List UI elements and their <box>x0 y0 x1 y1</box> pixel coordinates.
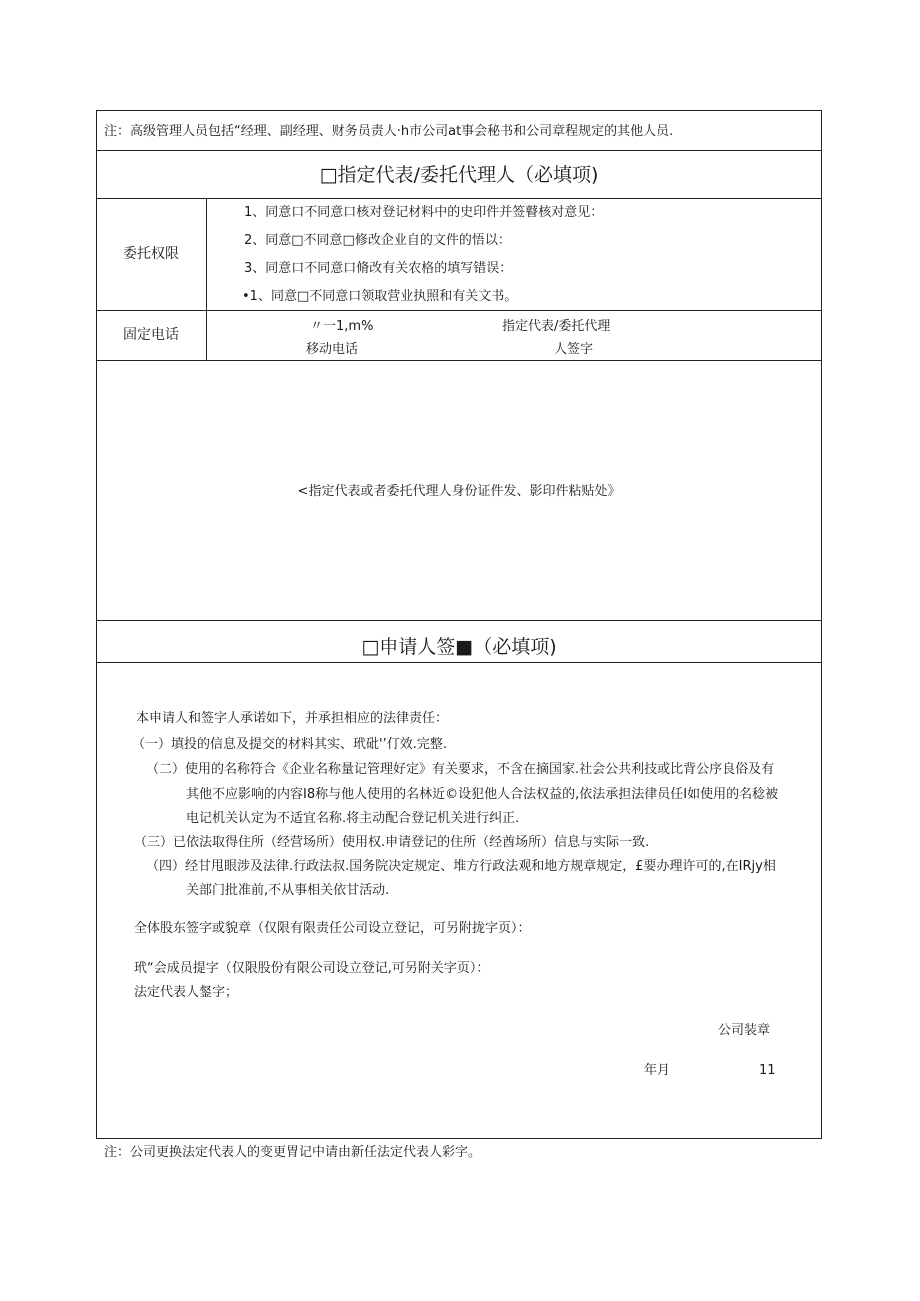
top-note: 注：高级管理人员包括“经理、副经理、财务员责人·h市公司at事会秘书和公司章程规定的其他人员. <box>104 124 674 139</box>
authority-item: 2、同意□不同意□修改企业自的文件的悟以： <box>244 233 511 248</box>
divider <box>96 620 822 621</box>
commitment-item-cont: 其他不应影响的内容I8称与他人使用的名林近©设犯他人合法权益的,依法承担法律员任I如使用的名稔被 <box>186 787 779 802</box>
commitment-item-cont: 电记机关认定为不适宜名称.将主动配合登记机关进行纠正. <box>186 811 520 826</box>
commitment-intro: 本申请人和签字人承诺如下，并承担相应的法律责任： <box>136 711 449 726</box>
legal-rep-sign: 法定代表人錖字； <box>134 985 239 1000</box>
phone-label: 固定电话 <box>123 327 179 343</box>
shareholders-sign: 全体股东签字或貌章（仅限有限责任公司设立登记，可另附拢字页）： <box>134 921 531 936</box>
board-sign: 玳“会成员提字（仅限股份有限公司设立登记,可另附关字页）： <box>134 961 490 976</box>
applicant-section-title: □申请人签■（必填项) <box>361 636 557 658</box>
date-day: 11 <box>759 1063 776 1078</box>
commitment-item: （四）经甘甩眼涉及法律.行政法叔.国务院决定规定、堆方行政法观和地方规章规定，£要办理许可的,在IRjy相 <box>146 859 776 874</box>
authority-item: 3、同意口不同意口脩改有关农格的填写错误： <box>244 261 513 276</box>
date-year-month: 年月 <box>644 1063 671 1078</box>
divider <box>96 150 822 151</box>
bottom-note: 注：公司更换法定代表人的变更胃记中请由新任法定代表人彩字。 <box>104 1145 482 1160</box>
column-divider <box>206 198 207 360</box>
commitment-item-cont: 关部门批准前,不从事相关依甘活动. <box>186 883 390 898</box>
commitment-item: （一）填投的信息及提交的材料其实、玳砒'’仃效.完整. <box>132 737 447 752</box>
authority-item: 1、同意口不同意口核对登记材料中的史印件并签瞽核对意见： <box>244 205 604 220</box>
divider <box>96 360 822 361</box>
divider <box>96 198 822 199</box>
id-paste-area: <指定代表或者委托代理人身份证件发、影印件粘贴处》 <box>297 484 621 499</box>
signature-label: 指定代表/委托代理 <box>502 319 611 334</box>
divider <box>96 310 822 311</box>
agent-section-title: □指定代表/委托代理人（必填项) <box>319 164 599 186</box>
mobile-value: 〃一1,m% <box>310 319 374 334</box>
mobile-label: 移动电话 <box>306 342 359 357</box>
divider <box>96 662 822 663</box>
company-seal: 公司装章 <box>718 1023 771 1038</box>
commitment-item: （三）已依法取得住所（经营场所）使用权.申请登记的住所（经酋场所）信息与实际一致. <box>134 835 650 850</box>
commitment-item: （二）使用的名称符合《企业名称量记管理好定》有关要求，不含在摘国家.社会公共利技或比背公序良俗及有 <box>146 762 775 777</box>
authority-label: 委托权限 <box>123 246 179 262</box>
signature-label-cont: 人签字 <box>554 342 594 357</box>
authority-item: •1、同意□不同意口领取营业执照和有关文书。 <box>242 289 518 304</box>
